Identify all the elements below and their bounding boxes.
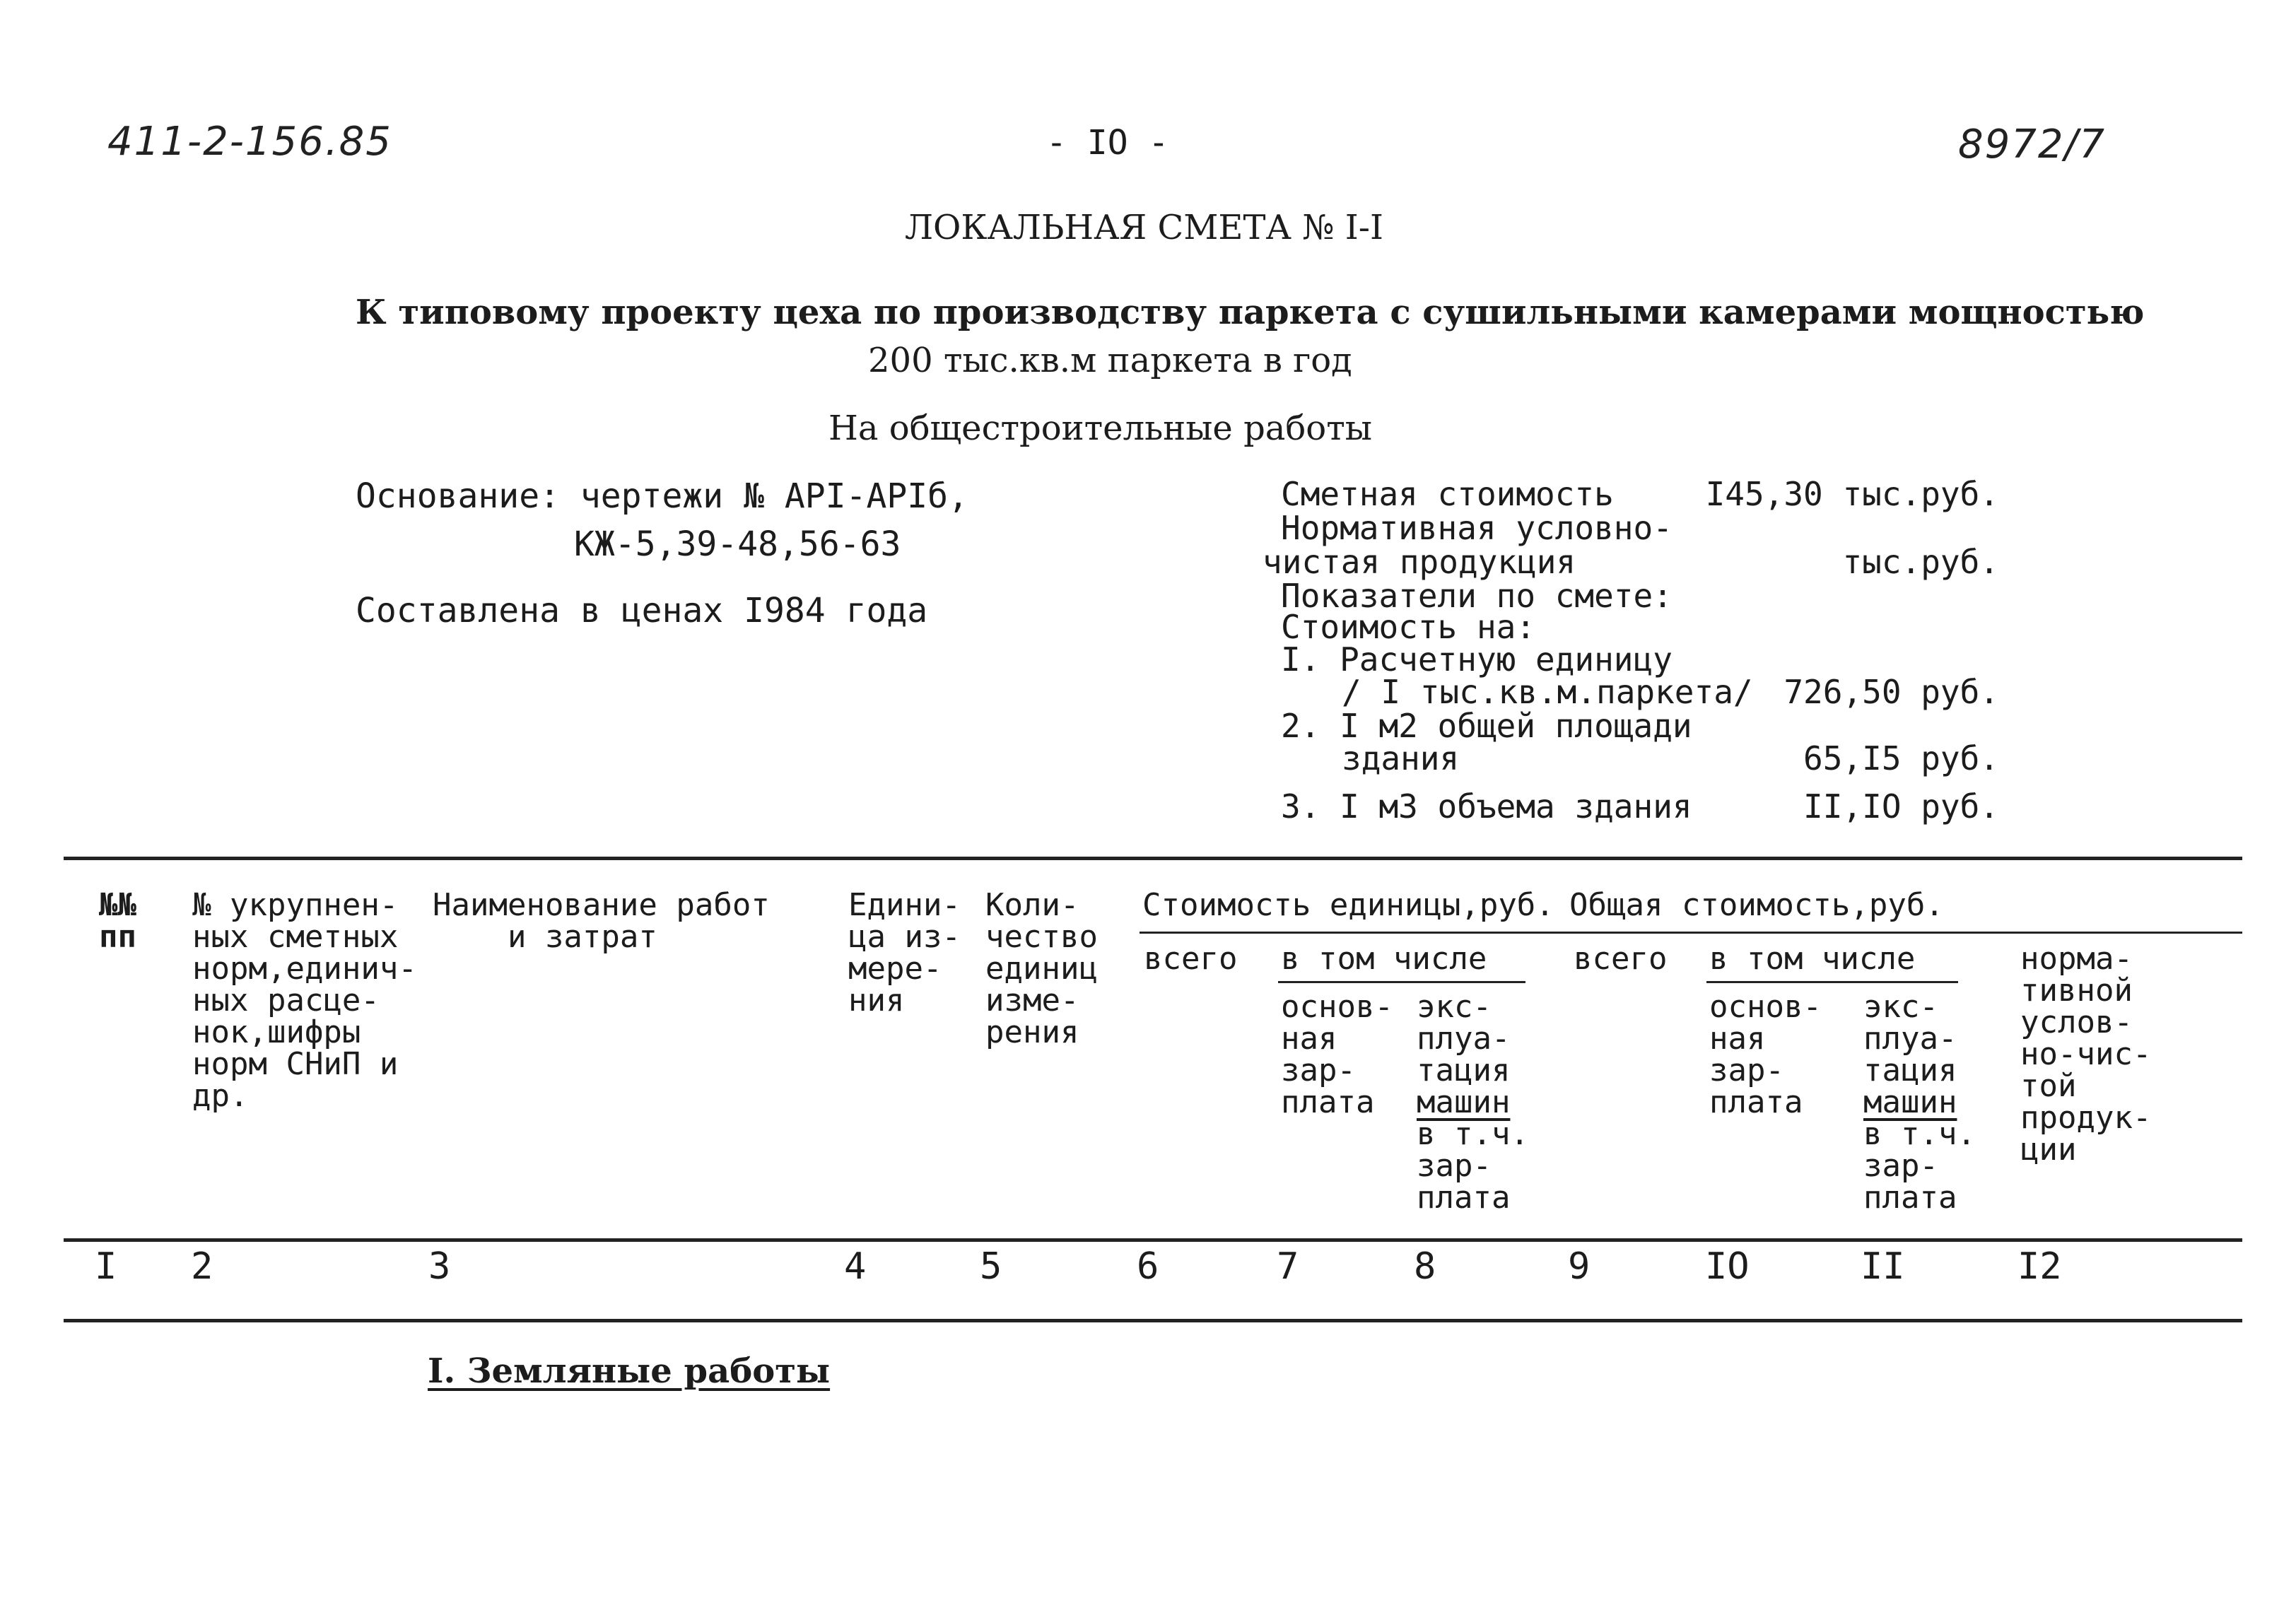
prices-year: Составлена в ценах I984 года xyxy=(356,591,928,630)
header-total-machines: экс- плуа- тация xyxy=(1863,989,1957,1088)
header-total-incl: в том числе xyxy=(1709,941,1916,977)
header-unit-machines: экс- плуа- тация xyxy=(1417,989,1511,1088)
column-number: 5 xyxy=(980,1245,1002,1288)
table-top-rule xyxy=(64,857,2242,860)
header-unit-all: всего xyxy=(1144,941,1238,977)
document-code-left: 411-2-156.85 xyxy=(107,119,392,165)
subtitle-line-1: К типовому проекту цеха по производству паркета с сушильными камерами мощностью xyxy=(356,293,2145,332)
indicator-1-line-2: / I тыс.кв.м.паркета/ xyxy=(1342,673,1753,711)
work-type: На общестроительные работы xyxy=(828,409,1372,448)
header-unit-machines-underlined: машин xyxy=(1417,1084,1511,1120)
unit-incl-rule xyxy=(1278,981,1525,983)
column-number: 3 xyxy=(428,1245,451,1288)
cost-per-label: Стоимость на: xyxy=(1281,608,1536,646)
header-normative-product: норма- тивной услов- но-чис- той продук- ции xyxy=(2020,941,2152,1168)
indicator-2-line-1: 2. I м2 общей площади xyxy=(1281,707,1692,745)
indicator-1-line-1: I. Расчетную единицу xyxy=(1281,640,1673,679)
cost-label: Сметная стоимость xyxy=(1281,475,1614,513)
column-number: I2 xyxy=(2017,1245,2062,1288)
column-number: 9 xyxy=(1568,1245,1591,1288)
column-number: 4 xyxy=(844,1245,867,1288)
header-total-machines-underlined: машин xyxy=(1863,1084,1957,1120)
header-total-cost: Общая стоимость,руб. xyxy=(1569,887,1944,923)
column-number: 8 xyxy=(1414,1245,1436,1288)
header-bottom-rule xyxy=(64,1238,2242,1242)
document-title: ЛОКАЛЬНАЯ СМЕТА № I-I xyxy=(905,208,1383,247)
header-work-name: Наименование работ и затрат xyxy=(433,887,770,955)
total-incl-rule xyxy=(1706,981,1958,983)
basis-line-2: КЖ-5,39-48,56-63 xyxy=(574,524,901,564)
header-total-all: всего xyxy=(1574,941,1668,977)
section-heading: I. Земляные работы xyxy=(428,1351,831,1391)
indicator-3-value: II,IO руб. xyxy=(1803,787,1999,826)
basis-line-1: Основание: чертежи № API-APIб, xyxy=(356,476,968,516)
header-unit-cost: Стоимость единицы,руб. xyxy=(1142,887,1554,923)
header-quantity: Коли- чество единиц изме- рения xyxy=(985,887,1098,1050)
norm-label-2: чистая продукция xyxy=(1263,543,1576,581)
column-number: II xyxy=(1861,1245,1905,1288)
indicator-2-line-2: здания xyxy=(1342,739,1460,777)
subtitle-line-2: 200 тыс.кв.м паркета в год xyxy=(868,341,1352,380)
header-total-machines-wage: в т.ч. зар- плата xyxy=(1863,1116,1976,1216)
column-number: 2 xyxy=(191,1245,213,1288)
column-number-bottom-rule xyxy=(64,1319,2242,1322)
header-norms: № укрупнен- ных сметных норм,единич- ных расце- нок,шифры норм СНиП и др. xyxy=(192,887,417,1114)
header-unit: Едини- ца из- мере- ния xyxy=(848,887,961,1018)
header-unit-wage: основ- ная зар- плата xyxy=(1281,989,1393,1120)
indicator-1-value: 726,50 руб. xyxy=(1784,673,1999,711)
indicator-2-value: 65,I5 руб. xyxy=(1803,739,1999,777)
norm-label-1: Нормативная условно- xyxy=(1281,509,1673,547)
column-number: I xyxy=(95,1245,117,1288)
indicator-3-line: 3. I м3 объема здания xyxy=(1281,787,1692,826)
page-number: - IO - xyxy=(1046,123,1169,163)
indicators-label: Показатели по смете: xyxy=(1281,577,1673,615)
header-row-number: №№ пп xyxy=(99,887,136,955)
header-unit-machines-wage: в т.ч. зар- плата xyxy=(1417,1116,1529,1216)
column-number: IO xyxy=(1705,1245,1750,1288)
column-number: 6 xyxy=(1137,1245,1159,1288)
header-unit-incl: в том числе xyxy=(1281,941,1487,977)
norm-value: тыс.руб. xyxy=(1842,543,1999,581)
header-total-wage: основ- ная зар- плата xyxy=(1709,989,1822,1120)
cost-group-rule xyxy=(1140,932,2242,934)
document-code-right: 8972/7 xyxy=(1958,122,2107,168)
column-number: 7 xyxy=(1277,1245,1299,1288)
cost-value: I45,30 тыс.руб. xyxy=(1705,475,1999,513)
